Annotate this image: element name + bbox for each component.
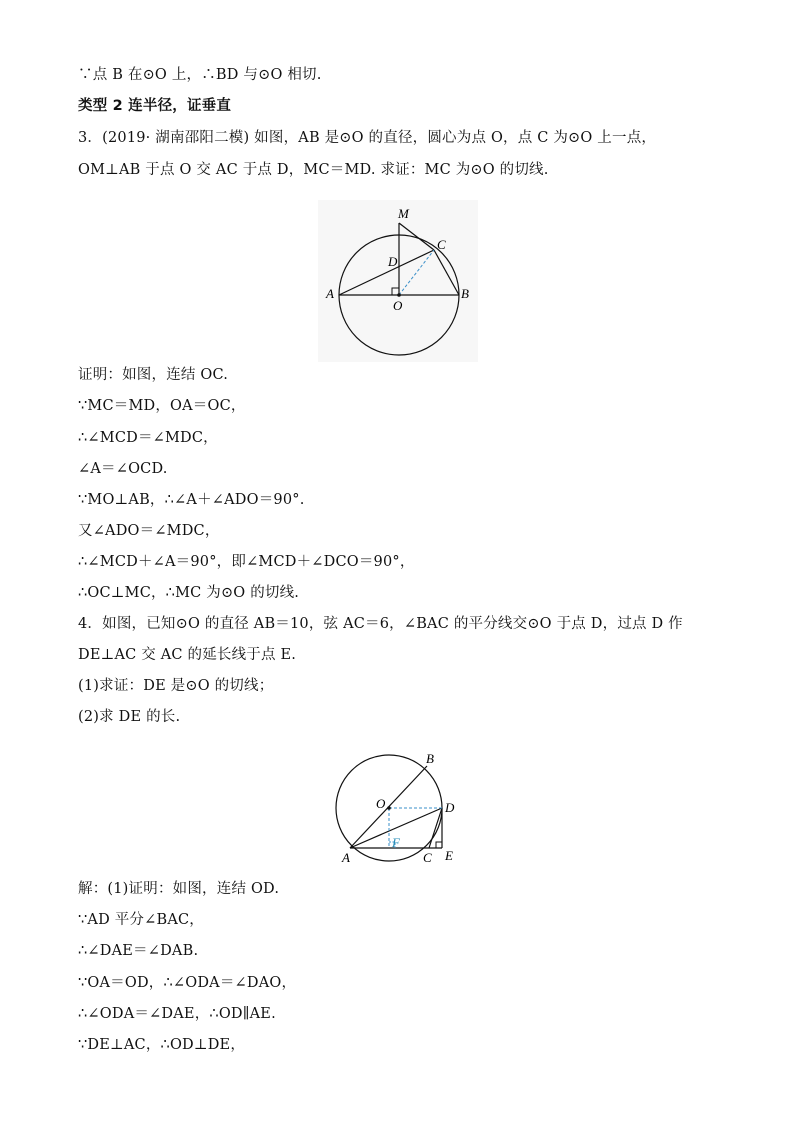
text-line: OM⊥AB 于点 O 交 AC 于点 D，MC＝MD. 求证：MC 为⊙O 的切线. xyxy=(78,162,549,178)
text-line: ∵MC＝MD，OA＝OC， xyxy=(78,398,246,414)
text-line: ∠A＝∠OCD. xyxy=(78,461,168,477)
text-line: ∴∠DAE＝∠DAB. xyxy=(78,943,199,959)
label-o2: O xyxy=(376,796,386,811)
label-e2: E xyxy=(445,848,453,863)
text-line: ∵MO⊥AB，∴∠A＋∠ADO＝90°. xyxy=(78,492,305,508)
label-f2: F xyxy=(392,835,400,850)
text-line: ∵DE⊥AC，∴OD⊥DE， xyxy=(78,1037,246,1053)
text-line: (1)求证：DE 是⊙O 的切线； xyxy=(78,678,274,694)
text-line: ∵OA＝OD，∴∠ODA＝∠DAO， xyxy=(78,975,297,991)
label-d: D xyxy=(388,254,398,269)
label-c2: C xyxy=(423,850,432,865)
text-line: ∴∠MCD＝∠MDC， xyxy=(78,430,218,446)
text-line: ∵点 B 在⊙O 上，∴BD 与⊙O 相切. xyxy=(78,67,322,83)
text-line: DE⊥AC 交 AC 的延长线于点 E. xyxy=(78,647,297,663)
label-a: A xyxy=(326,286,334,301)
text-line: 类型 2 连半径，证垂直 xyxy=(78,98,232,114)
figure-circle-tangent-mc xyxy=(318,200,478,362)
label-b: B xyxy=(461,286,469,301)
text-line: 又∠ADO＝∠MDC， xyxy=(78,523,220,539)
text-line: 4．如图，已知⊙O 的直径 AB＝10，弦 AC＝6，∠BAC 的平分线交⊙O 于点 D，过点 D 作 xyxy=(78,616,683,632)
text-line: 证明：如图，连结 OC. xyxy=(78,367,229,383)
label-b2: B xyxy=(426,751,434,766)
label-o: O xyxy=(393,298,403,313)
text-line: ∴OC⊥MC，∴MC 为⊙O 的切线. xyxy=(78,585,300,601)
label-a2: A xyxy=(342,850,350,865)
figure-circle-tangent-de xyxy=(334,748,464,876)
text-line: 解：(1)证明：如图，连结 OD. xyxy=(78,881,280,897)
text-line: ∵AD 平分∠BAC， xyxy=(78,912,205,928)
label-d2: D xyxy=(445,800,455,815)
text-line: ∴∠MCD＋∠A＝90°，即∠MCD＋∠DCO＝90°， xyxy=(78,554,415,570)
label-c: C xyxy=(437,237,446,252)
text-line: 3．(2019· 湖南邵阳二模) 如图，AB 是⊙O 的直径，圆心为点 O，点 C 为⊙O 上一点， xyxy=(78,130,657,146)
text-line: ∴∠ODA＝∠DAE，∴OD∥AE. xyxy=(78,1006,276,1022)
label-m: M xyxy=(398,206,409,221)
text-line: (2)求 DE 的长. xyxy=(78,709,181,725)
